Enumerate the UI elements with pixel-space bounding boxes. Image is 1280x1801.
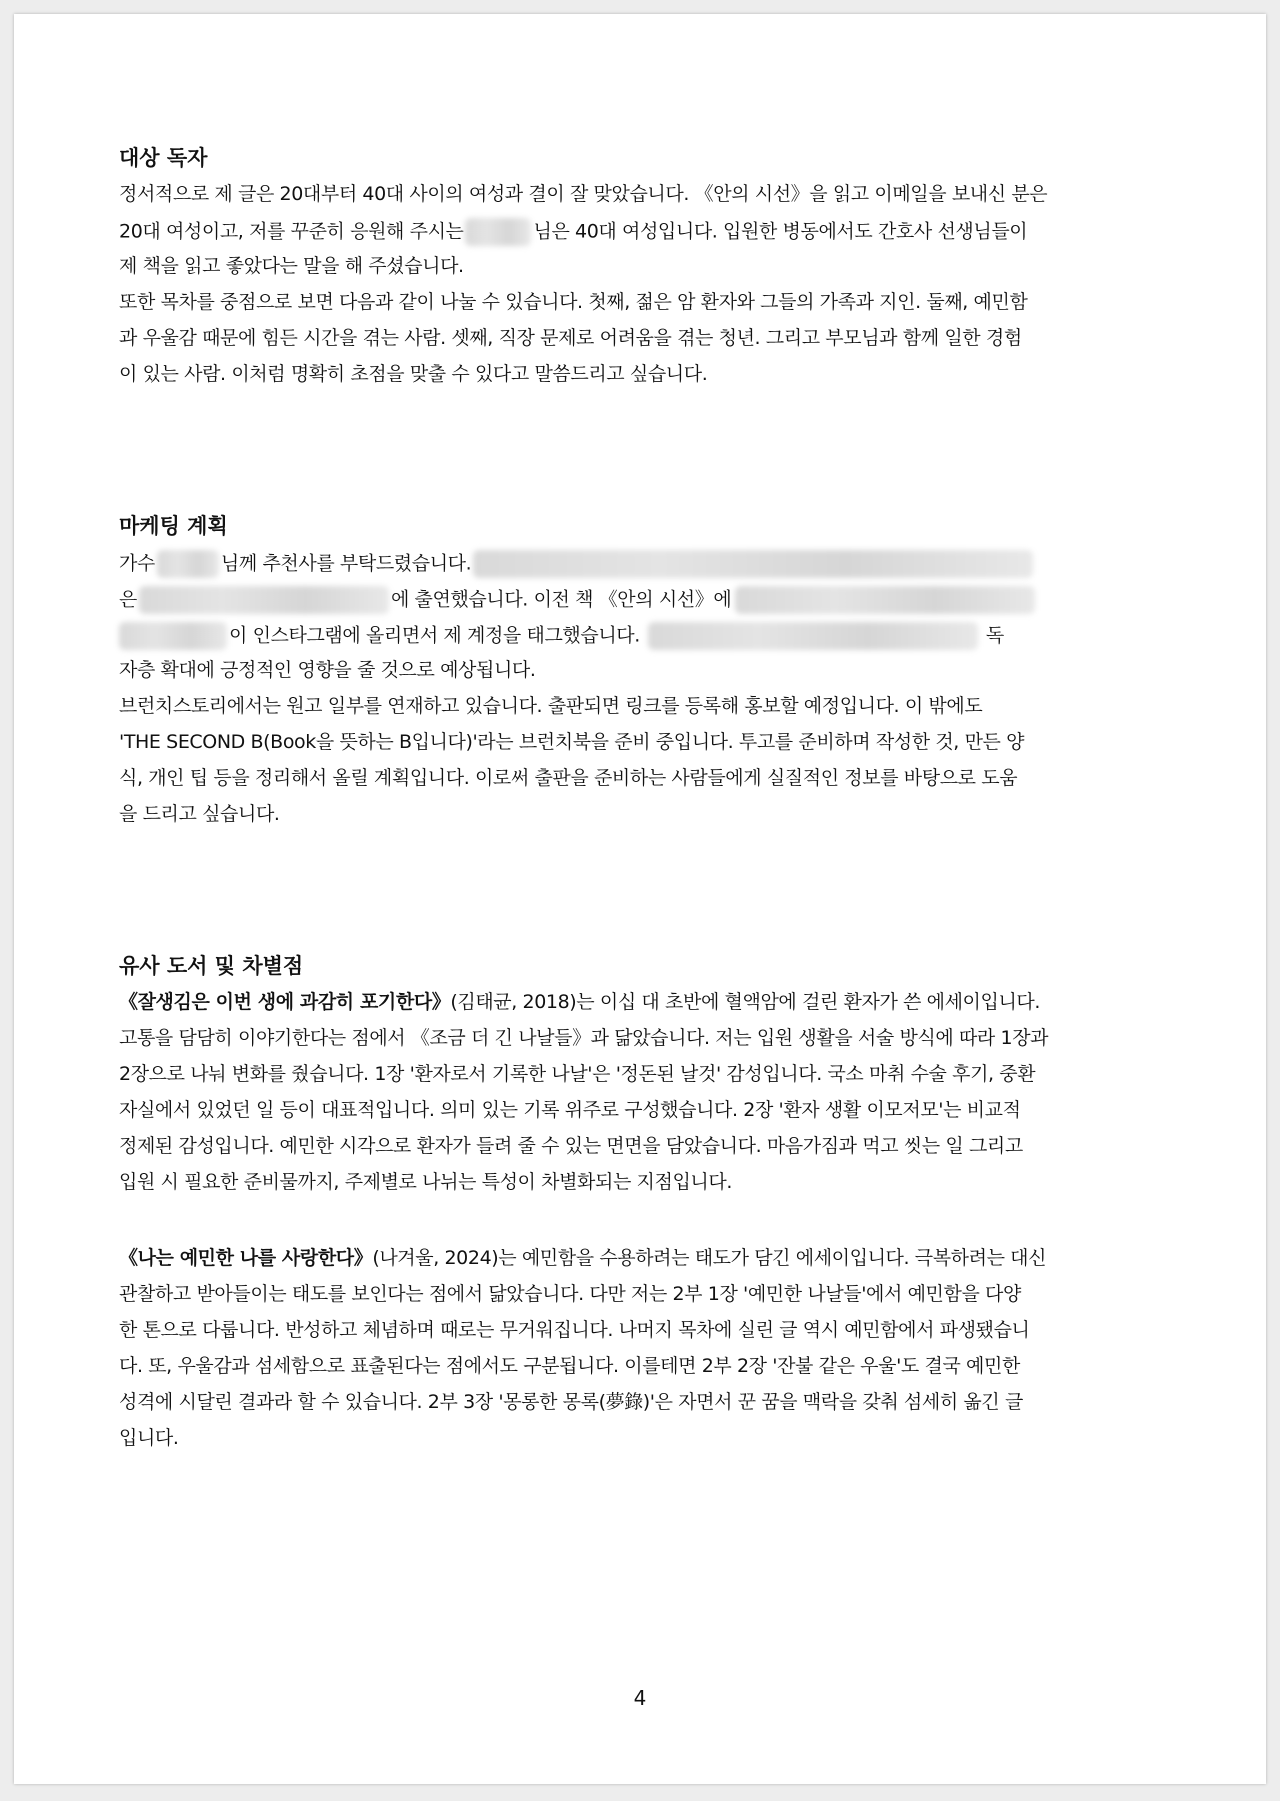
redacted-name — [157, 550, 219, 578]
redacted-name — [465, 218, 531, 246]
similar-p2-line-1-text: (나겨울, 2024)는 예민함을 수용하려는 태도가 담긴 에세이입니다. 극복하려는 대신 — [372, 1247, 1047, 1269]
redacted-text — [735, 586, 1035, 614]
marketing-line-6: 'THE SECOND B(Book을 뜻하는 B입니다)'라는 브런치북을 준비 중입니다. 투고를 준비하며 작성한 것, 만든 양 — [119, 731, 1025, 753]
readers-line-6: 이 있는 사람. 이처럼 명확히 초점을 맞출 수 있다고 말씀드리고 싶습니다. — [119, 363, 708, 385]
marketing-line-1-mid: 님께 추천사를 부탁드렸습니다. — [220, 552, 472, 575]
marketing-line-4: 자층 확대에 긍정적인 영향을 줄 것으로 예상됩니다. — [119, 659, 536, 681]
similar-p2-line-5: 성격에 시달린 결과라 할 수 있습니다. 2부 3장 '몽롱한 몽록(夢錄)'은 자면서 꾼 꿈을 맥락을 갖춰 섬세히 옮긴 글 — [119, 1391, 1023, 1413]
section-title-marketing: 마케팅 계획 — [119, 514, 228, 538]
readers-line-5: 과 우울감 때문에 힘든 시간을 겪는 사람. 셋째, 직장 문제로 어려움을 겪는 청년. 그리고 부모님과 함께 일한 경험 — [119, 327, 1022, 349]
marketing-line-3-mid: 이 인스타그램에 올리면서 제 계정을 태그했습니다. — [229, 624, 640, 647]
marketing-line-2-mid: 에 출연했습니다. 이전 책 《안의 시선》에 — [390, 588, 732, 611]
marketing-line-8: 을 드리고 싶습니다. — [119, 803, 280, 825]
marketing-line-1 — [119, 550, 1033, 578]
similar-p2-line-6: 입니다. — [119, 1427, 179, 1449]
marketing-line-3 — [119, 622, 1004, 650]
readers-line-3: 제 책을 읽고 좋았다는 말을 해 주셨습니다. — [119, 255, 464, 277]
readers-line-1: 정서적으로 제 글은 20대부터 40대 사이의 여성과 결이 잘 맞았습니다. 《안의 시선》을 읽고 이메일을 보내신 분은 — [119, 183, 1048, 205]
marketing-line-2 — [119, 586, 1035, 614]
readers-line-2 — [119, 218, 1027, 246]
redacted-text — [119, 622, 227, 650]
similar-p1-line-5: 정제된 감성입니다. 예민한 시각으로 환자가 들려 줄 수 있는 면면을 담았습니다. 마음가짐과 먹고 씻는 일 그리고 — [119, 1135, 1023, 1157]
similar-p1-line-6: 입원 시 필요한 준비물까지, 주제별로 나뉘는 특성이 차별화되는 지점입니다. — [119, 1171, 732, 1193]
similar-p1-line-1 — [119, 990, 1040, 1014]
redacted-text — [473, 550, 1033, 578]
document-page — [14, 14, 1266, 1784]
marketing-line-7: 식, 개인 팁 등을 정리해서 올릴 계획입니다. 이로써 출판을 준비하는 사람들에게 실질적인 정보를 바탕으로 도움 — [119, 767, 1018, 789]
book-title-1: 《잘생김은 이번 생에 과감히 포기한다》 — [119, 991, 451, 1013]
similar-p2-line-3: 한 톤으로 다룹니다. 반성하고 체념하며 때로는 무거워집니다. 나머지 목차에 실린 글 역시 예민함에서 파생됐습니 — [119, 1319, 1030, 1341]
similar-p1-line-2: 고통을 담담히 이야기한다는 점에서 《조금 더 긴 나날들》과 닮았습니다. 저는 입원 생활을 서술 방식에 따라 1장과 — [119, 1027, 1049, 1049]
book-title-2: 《나는 예민한 나를 사랑한다》 — [119, 1247, 373, 1269]
readers-line-2-start: 20대 여성이고, 저를 꾸준히 응원해 주시는 — [119, 220, 464, 243]
similar-p2-line-1 — [119, 1246, 1046, 1270]
marketing-line-3-end: 독 — [985, 624, 1004, 647]
section-title-readers: 대상 독자 — [119, 146, 208, 170]
redacted-text — [648, 622, 978, 650]
similar-p2-line-4: 다. 또, 우울감과 섬세함으로 표출된다는 점에서도 구분됩니다. 이를테면 2부 2장 '잔불 같은 우울'도 결국 예민한 — [119, 1355, 1020, 1377]
readers-line-2-end: 님은 40대 여성입니다. 입원한 병동에서도 간호사 선생님들이 — [533, 220, 1028, 243]
redacted-text — [139, 586, 389, 614]
similar-p2-line-2: 관찰하고 받아들이는 태도를 보인다는 점에서 닮았습니다. 다만 저는 2부 1장 '예민한 나날들'에서 예민함을 다양 — [119, 1283, 1021, 1305]
section-title-similar: 유사 도서 및 차별점 — [119, 954, 304, 978]
marketing-line-2-start: 은 — [119, 588, 137, 611]
marketing-line-5: 브런치스토리에서는 원고 일부를 연재하고 있습니다. 출판되면 링크를 등록해 홍보할 예정입니다. 이 밖에도 — [119, 695, 983, 717]
similar-p1-line-1-text: (김태균, 2018)는 이십 대 초반에 혈액암에 걸린 환자가 쓴 에세이입니다. — [450, 991, 1040, 1013]
similar-p1-line-4: 자실에서 있었던 일 등이 대표적입니다. 의미 있는 기록 위주로 구성했습니다. 2장 '환자 생활 이모저모'는 비교적 — [119, 1099, 1021, 1121]
readers-line-4: 또한 목차를 중점으로 보면 다음과 같이 나눌 수 있습니다. 첫째, 젊은 암 환자와 그들의 가족과 지인. 둘째, 예민함 — [119, 291, 1028, 313]
page-number: 4 — [633, 1686, 647, 1710]
marketing-line-1-start: 가수 — [119, 552, 155, 575]
similar-p1-line-3: 2장으로 나눠 변화를 줬습니다. 1장 '환자로서 기록한 나날'은 '정돈된 날것' 감성입니다. 국소 마취 수술 후기, 중환 — [119, 1063, 1036, 1085]
